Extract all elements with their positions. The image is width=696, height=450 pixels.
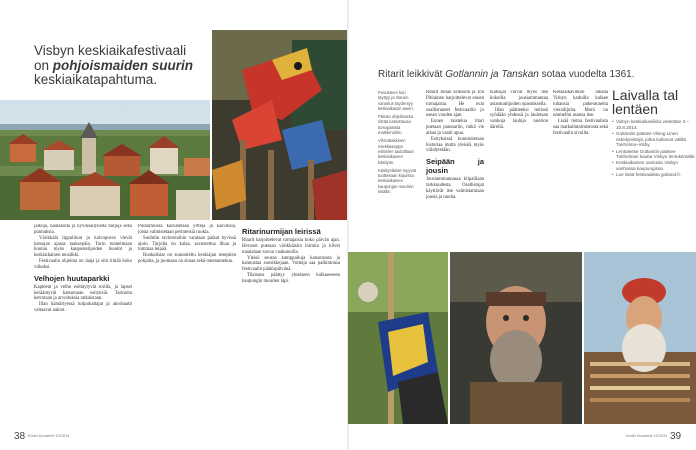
paragraph: Yleisö seuraa kamppailuja katsomosta ja kannustaa suosikkejaan. Voittaja saa palkintonsa festivaalin päätöspäivänä.	[242, 255, 340, 273]
sidebar-item: • Keskiaikainen ravintola Visbyn vanhassa kaupungissa.	[612, 160, 696, 171]
paragraph: Festivaalin ohjelma on laaja ja sitä riittää koko viikoksi.	[34, 259, 132, 270]
headline-on: on	[34, 57, 53, 73]
article-column-5	[490, 90, 548, 240]
article-column-6	[553, 90, 608, 240]
visby-town-photo	[0, 100, 210, 220]
paragraph: Jousiammunnassa kilpaillaan tarkkuudesta. Osallistujat käyttävät itse valmistamiaan jousia ja nuolia.	[426, 177, 484, 200]
headline-part: sotaa vuodelta 1361.	[538, 69, 635, 80]
section-heading: Seipään ja jousin	[426, 157, 484, 176]
paragraph: Värikkäät lippuliinat ja kalvopuvut vievät katsojan ajassa taaksepäin. Torin tunnelmaan kuuluu myös kaupustelijoiden huudot ja keskiaikainen musiikki.	[34, 235, 132, 259]
knight-shield-photo	[348, 252, 448, 424]
paragraph: jalkoja, naulakoita ja hyvinsäilyneitä harjoja sekä punnuksia.	[34, 224, 132, 235]
headline-line-1: Visbyn keskiaikafestivaali	[34, 43, 187, 58]
caption: Käsityöläiset myyvät tuotteitaan kojuissa keskiaikaisen kaupungin muurien sisällä.	[378, 167, 416, 195]
paragraph: Ritarit harjoittelevat turnajaisia koko päivän ajan. Hevoset puetaan värikkäisiin loimiin ja kilvet maalataan suvun vaakunoilla.	[242, 238, 340, 255]
sidebar-list	[612, 119, 696, 178]
paragraph: Ennen taistelua ritari puetaan panssariin, mikä vie aikaa ja vaatii apua.	[426, 119, 484, 136]
caption: Vihreätakkinen miekkaseppä esittelee taidoiltaan keskiaikaisen käsityön.	[378, 138, 414, 165]
paragraph: Tilaisuus päättyy yhteiseen kulkueeseen kaupungin muurien läpi.	[242, 273, 340, 284]
page-number-left: 38	[14, 431, 26, 442]
sidebar-title: Laivalla tal lentäen	[612, 87, 679, 117]
paragraph: Suuhtiin ravintoloihin varataan paikat hyvissä ajoin. Tarjolla on kalaa, savustettua lihaa ja tummaa leipää.	[138, 235, 236, 253]
sidebar-item: • Visbyn keskiaikaviikko vietetään 3.–10.8.2014.	[612, 119, 696, 130]
article-column-3	[242, 224, 340, 414]
headline-line-2	[34, 59, 209, 74]
section-heading: Velhojen huutaparkki	[34, 273, 110, 283]
paragraph: Kapteeni ja velho esittäytyvät torilla, ja lapset kerääntyvät katsomaan esityksiä. Tarinoita kerrotaan ja arvoituksia ratkaistaan.	[34, 284, 132, 302]
sidebar-item: • Lentoteitse Gotlantiin pääsee Tukholman kautta Visbyn lentokentälle.	[612, 149, 696, 160]
article-column-4	[426, 90, 484, 240]
toy-horse-photo	[212, 30, 347, 220]
photo-captions	[378, 90, 418, 230]
page-number-right: 39	[670, 431, 682, 442]
section-heading: Ritarinurmijan leirissä	[242, 227, 321, 236]
article-column-1	[34, 224, 132, 414]
headline-emphasis: pohjoismaiden suurin	[52, 57, 194, 73]
paragraph: Illan hämärtyessä tulipuhaltajat ja akrobaatit valtaavat aukiot.	[34, 302, 132, 314]
paragraph: Ruokalistat on suunniteltu keskiajan reseptien pohjalta, ja juomana on simaa sekä omenamehua.	[138, 253, 236, 265]
headline-emphasis: Gotlannin ja Tanskan	[445, 69, 539, 80]
caption: Päivän ohjelmassa riittää katsottavaa turnajaisista markkinoihin.	[378, 114, 414, 136]
footer-label-right: Kodin Kuvalehti 13/2014	[626, 434, 668, 438]
paragraph: Keskiaikaviikon aikana Visbyn kaduilla kulkee tuhansia pukeutuneita vierailijoita. Moni on ommellut asunsa itse.	[553, 90, 608, 119]
sidebar-item: • Lue lisää festivaalista gotland.fi.	[612, 172, 696, 178]
headline-part: Ritarit leikkivät	[378, 69, 446, 80]
paragraph: Esityksissä kunnioitetaan historiaa mutta yleisöä myös viihdytetään.	[426, 136, 484, 154]
left-headline	[34, 44, 209, 88]
right-headline	[378, 69, 635, 80]
article-column-2	[138, 224, 236, 414]
sidebar-item: • Gotlantiin pääsee Viking Linen risteilyreittejä, jotka kulkevat välillä Tukholma–Visby.	[612, 131, 696, 148]
caption: Puvusteen kori täyttyy ja ritarien varustus täydentyy keskiaikaisin asein.	[378, 90, 414, 111]
paragraph: Katsojat voivat myös itse kokeilla jousiammuntaa asiantuntijoiden opastuksella.	[490, 90, 548, 107]
headline-line-3: keskiaikatapahtuma.	[34, 72, 158, 87]
footer-label-left: Kodin Kuvalehti 13/2014	[28, 434, 70, 438]
market-stall-photo	[584, 252, 696, 424]
paragraph: Ritarit Johan Eriksson ja Jon Pihlainen harjoittelevat ennen turnajaisia. He ovat osallistuneet festivaaliin jo usean vuoden ajan.	[426, 90, 484, 119]
paragraph: Lisää tietoa festivaalista saa matkailutoimistosta sekä festivaalin sivuilta.	[553, 119, 608, 136]
info-sidebar	[612, 88, 696, 179]
bearded-man-photo	[450, 252, 582, 424]
paragraph: Puutarhoissa kasvatetaan yrttejä ja kasviksia, joista valmistetaan perinteisiä ruokia.	[138, 224, 236, 235]
paragraph: Illan päätteeksi leirissä syödään yhdessä ja lauletaan vanhoja lauluja nuotion äärellä.	[490, 107, 548, 131]
